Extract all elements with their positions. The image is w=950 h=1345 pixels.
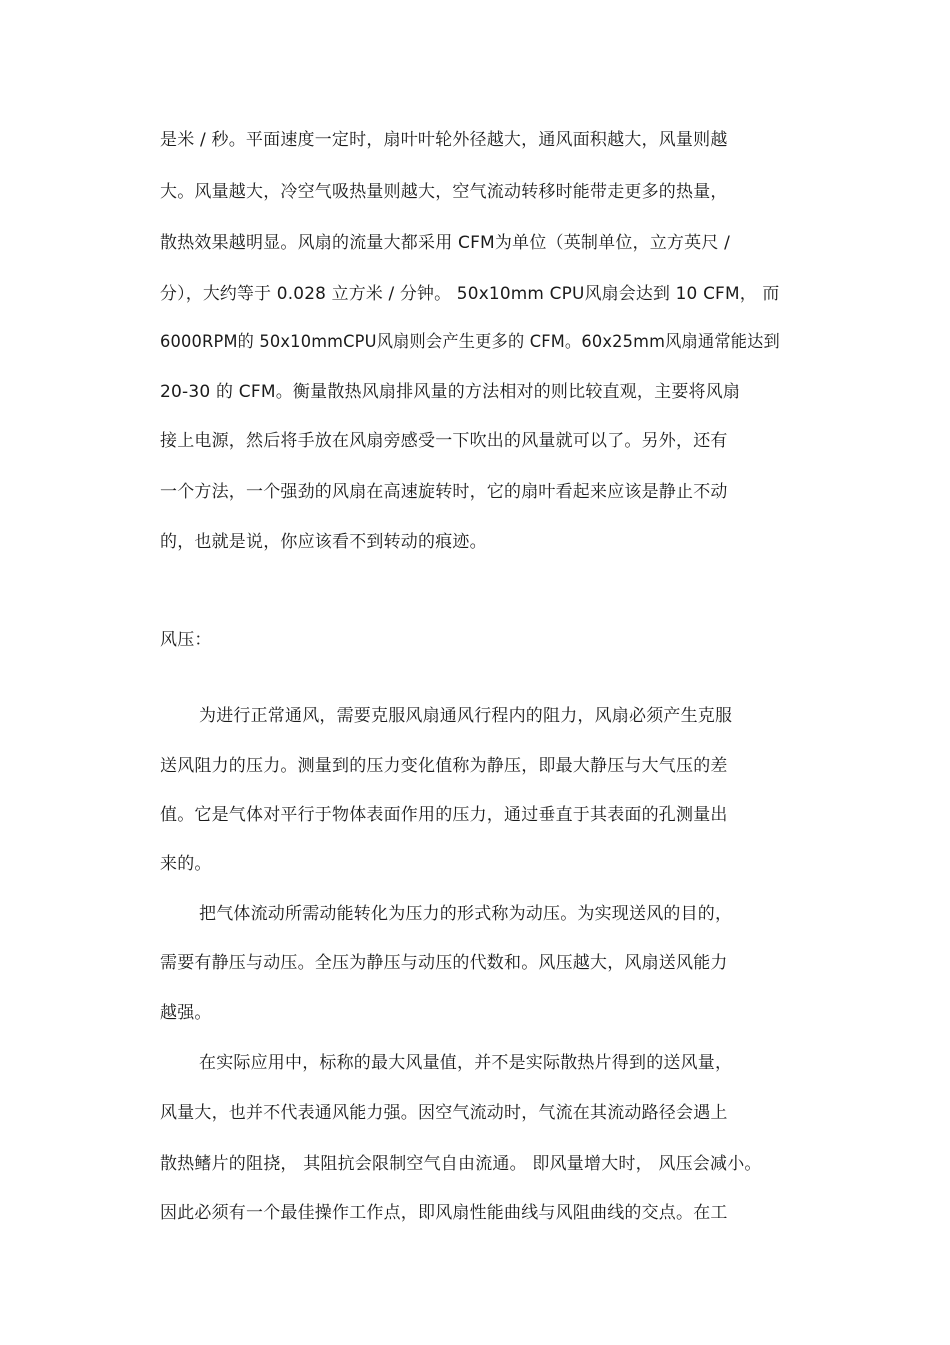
- text-line: 是米 / 秒。平面速度一定时，扇叶叶轮外径越大，通风面积越大，风量则越: [160, 130, 728, 150]
- text-line: 20-30 的 CFM。衡量散热风扇排风量的方法相对的则比较直观，主要将风扇: [160, 382, 741, 402]
- text-line: 把气体流动所需动能转化为压力的形式称为动压。为实现送风的目的，: [199, 904, 733, 924]
- text-line: 6000RPM的 50x10mmCPU风扇则会产生更多的 CFM。60x25mm风扇通常能达到: [160, 332, 780, 352]
- text-line: 风量大，也并不代表通风能力强。因空气流动时，气流在其流动路径会遇上: [160, 1103, 728, 1123]
- text-line: 值。它是气体对平行于物体表面作用的压力，通过垂直于其表面的孔测量出: [160, 805, 728, 825]
- text-line: 分），大约等于 0.028 立方米 / 分钟。 50x10mm CPU风扇会达到 10 CFM， 而: [160, 284, 780, 304]
- text-line: 因此必须有一个最佳操作工作点，即风扇性能曲线与风阻曲线的交点。在工: [160, 1203, 728, 1223]
- text-line: 送风阻力的压力。测量到的压力变化值称为静压，即最大静压与大气压的差: [160, 756, 728, 776]
- text-line: 需要有静压与动压。全压为静压与动压的代数和。风压越大，风扇送风能力: [160, 953, 728, 973]
- text-line: 一个方法，一个强劲的风扇在高速旋转时，它的扇叶看起来应该是静止不动: [160, 482, 728, 502]
- text-line: 大。风量越大，冷空气吸热量则越大，空气流动转移时能带走更多的热量，: [160, 182, 728, 202]
- text-line: 散热鳍片的阻挠， 其阻抗会限制空气自由流通。 即风量增大时， 风压会减小。: [160, 1154, 762, 1174]
- text-line: 散热效果越明显。风扇的流量大都采用 CFM为单位（英制单位，立方英尺 /: [160, 233, 731, 253]
- section-heading: 风压：: [160, 630, 212, 650]
- text-line: 越强。: [160, 1003, 212, 1023]
- text-line: 接上电源，然后将手放在风扇旁感受一下吹出的风量就可以了。另外，还有: [160, 431, 728, 451]
- text-line: 来的。: [160, 854, 212, 874]
- text-line: 在实际应用中，标称的最大风量值，并不是实际散热片得到的送风量，: [199, 1053, 733, 1073]
- text-line: 为进行正常通风，需要克服风扇通风行程内的阻力，风扇必须产生克服: [199, 706, 733, 726]
- text-line: 的，也就是说，你应该看不到转动的痕迹。: [160, 532, 487, 552]
